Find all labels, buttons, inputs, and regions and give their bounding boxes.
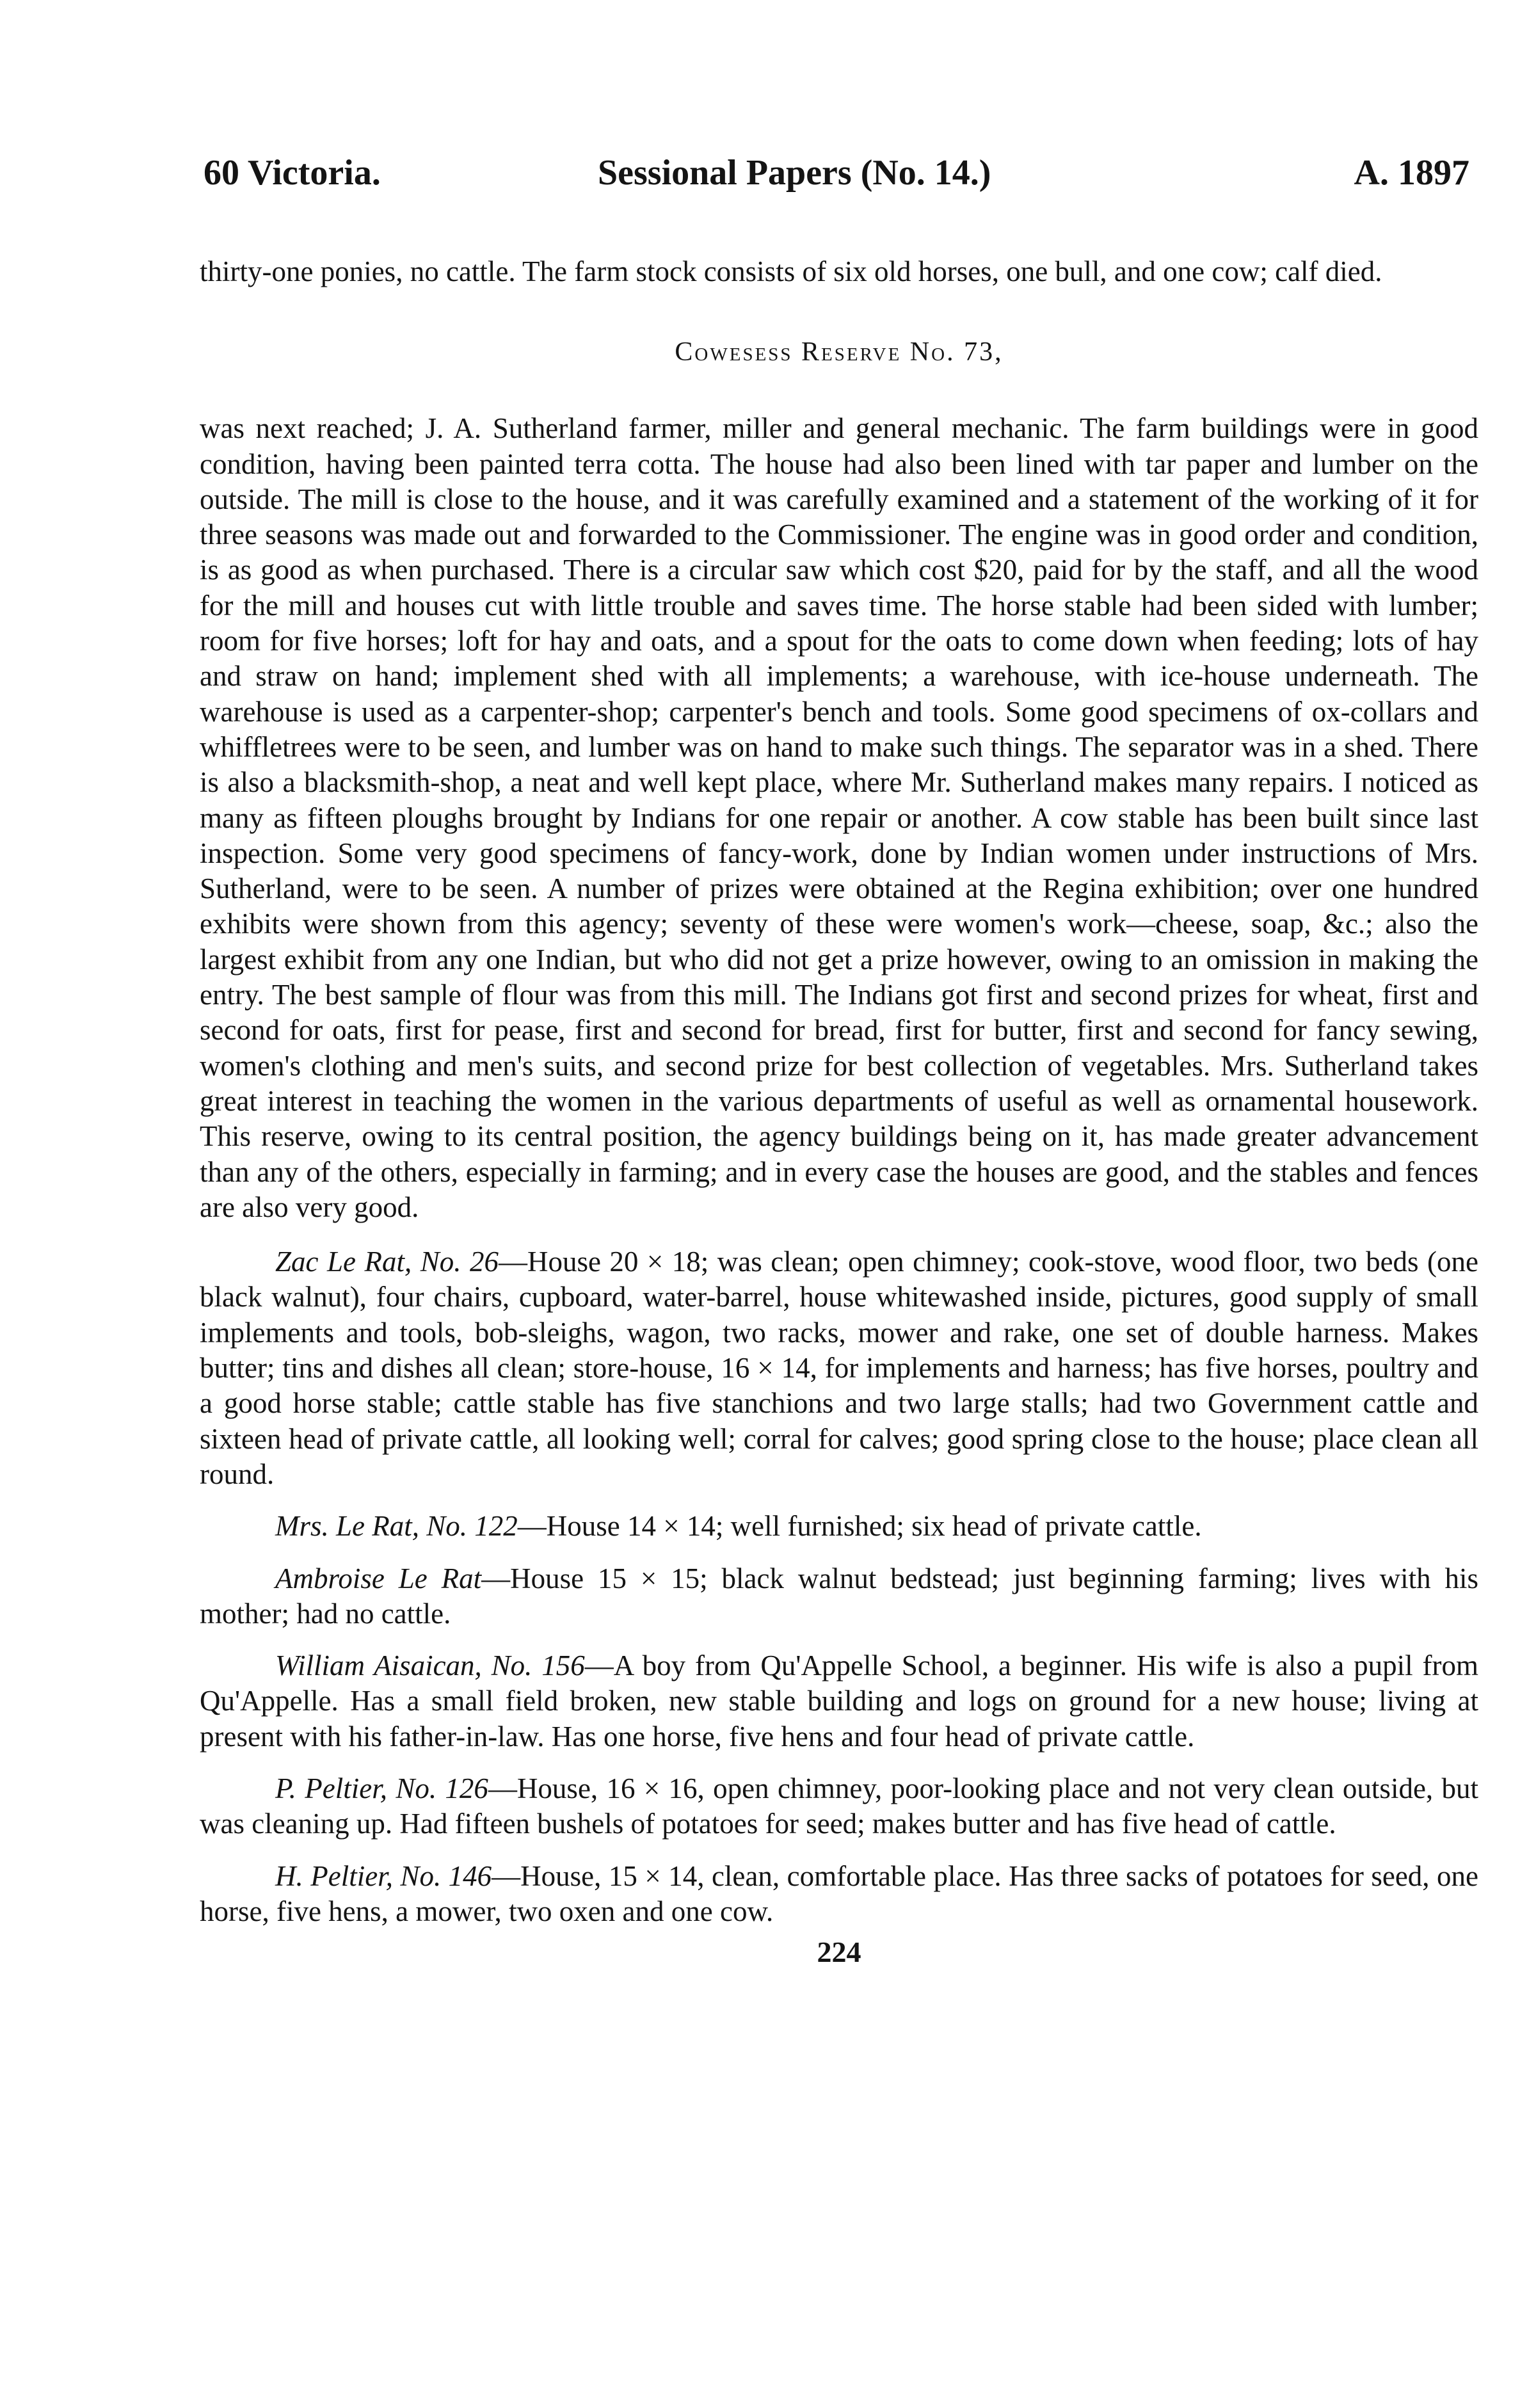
- entry-text: —House 20 × 18; was clean; open chimney; cook-stove, wood floor, two beds (one black walnut), four chairs, cupboard, water-barrel, house whitewashed inside, pictures, good supply of small implements and tools, bob-sleighs, wagon, two racks, mower and rake, one set of double harness. Makes butter; tins and dishes all clean; store-house, 16 × 14, for implements and harness; has five horses, poultry and a good horse stable; cattle stable has five stanchions and two large stalls; had two Government cattle and sixteen head of private cattle, all looking well; corral for calves; good spring close to the house; place clean all round.: [200, 1246, 1478, 1490]
- document-page: [200, 144, 1478, 1970]
- section-heading: Cowesess Reserve No. 73,: [675, 337, 1004, 367]
- entry-paragraph: [200, 1771, 1478, 1842]
- entry-paragraph: [200, 1648, 1478, 1754]
- header-title: Sessional Papers (No. 14.): [598, 153, 991, 193]
- entry-paragraph: [200, 1859, 1478, 1930]
- entry-text: —House 15 × 15; black walnut bedstead; just beginning farming; lives with his mother; had no cattle.: [200, 1562, 1478, 1630]
- entry-name: William Aisaican, No. 156: [275, 1649, 585, 1682]
- entry-name: Zac Le Rat, No. 26: [275, 1246, 499, 1278]
- entry-text: —House, 15 × 14, clean, comfortable place. Has three sacks of potatoes for seed, one horse, five hens, a mower, two oxen and one cow.: [200, 1859, 1478, 1927]
- main-paragraph: was next reached; J. A. Sutherland farmer, miller and general mechanic. The farm buildings were in good condition, having been painted terra cotta. The house had also been lined with tar paper and lumber on the outside. The mill is close to the house, and it was carefully examined and a statement of the working of it for three seasons was made out and forwarded to the Commissioner. The engine was in good order and condition, is as good as when purchased. There is a circular saw which cost $20, paid for by the staff, and all the wood for the mill and houses cut with little trouble and saves time. The horse stable had been sided with lumber; room for five horses; loft for hay and oats, and a spout for the oats to come down when feeding; lots of hay and straw on hand; implement shed with all implements; a warehouse, with ice-house underneath. The warehouse is used as a carpenter-shop; carpenter's bench and tools. Some good specimens of ox-collars and whiffletrees were to be seen, and lumber was on hand to make such things. The separator was in a shed. There is also a blacksmith-shop, a neat and well kept place, where Mr. Sutherland makes many repairs. I noticed as many as fifteen ploughs brought by Indians for one repair or another. A cow stable has been built since last inspection. Some very good specimens of fancy-work, done by Indian women under instructions of Mrs. Sutherland, were to be seen. A number of prizes were obtained at the Regina exhibition; over one hundred exhibits were shown from this agency; seventy of these were women's work—cheese, soap, &c.; also the largest exhibit from any one Indian, but who did not get a prize however, owing to an omission in making the entry. The best sample of flour was from this mill. The Indians got first and second prizes for wheat, first and second for oats, first for pease, first and second for bread, first for butter, first and second for fancy sewing, women's clothing and men's suits, and second prize for best collection of vegetables. Mrs. Sutherland takes great interest in teaching the women in the various departments of useful as well as ornamental housework. This reserve, owing to its central position, the agency buildings being on it, has made greater advancement than any of the others, especially in farming; and in every case the houses are good, and the stables and fences are also very good.: [200, 412, 1478, 1223]
- entry-text: —House 14 × 14; well furnished; six head of private cattle.: [517, 1510, 1202, 1543]
- entry-name: Mrs. Le Rat, No. 122: [275, 1510, 518, 1543]
- entry-text: —House, 16 × 16, open chimney, poor-looking place and not very clean outside, but was cleaning up. Had fifteen bushels of potatoes for seed; makes butter and has five head of cattle.: [200, 1772, 1479, 1840]
- header-volume: 60 Victoria.: [204, 153, 381, 193]
- intro-paragraph: thirty-one ponies, no cattle. The farm stock consists of six old horses, one bull, and one cow; calf died.: [200, 255, 1382, 287]
- entry-name: P. Peltier, No. 126: [275, 1772, 488, 1804]
- entry-paragraph: [200, 1561, 1478, 1632]
- entry-name: H. Peltier, No. 146: [275, 1859, 492, 1892]
- entry-name: Ambroise Le Rat: [275, 1562, 482, 1594]
- page-number: 224: [817, 1936, 861, 1969]
- header-year: A. 1897: [1354, 153, 1469, 193]
- body-text: [200, 254, 1478, 1970]
- entry-text: —A boy from Qu'Appelle School, a beginner. His wife is also a pupil from Qu'Appelle. Has a small field broken, new stable building and logs on ground for a new house; living at present with his father-in-law. Has one horse, five hens and four head of private cattle.: [200, 1649, 1478, 1753]
- entry-paragraph: [200, 1244, 1478, 1492]
- running-header: [200, 144, 1478, 202]
- entry-paragraph: [200, 1509, 1478, 1544]
